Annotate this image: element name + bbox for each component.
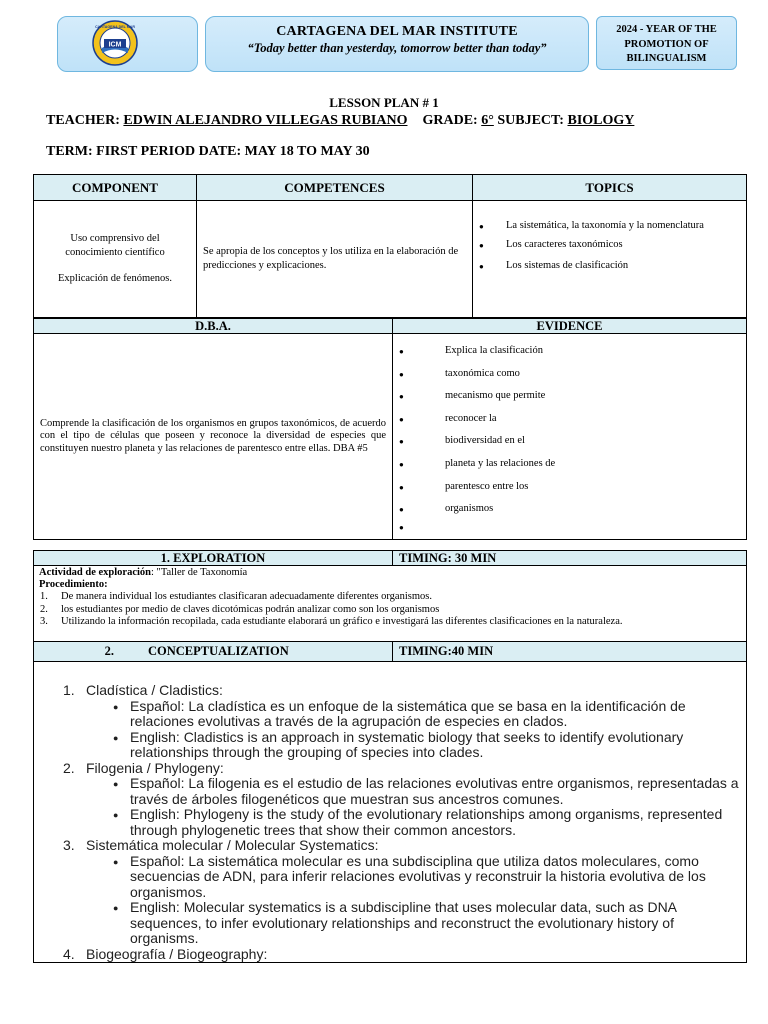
procedure-step: 3. Utilizando la información recopilada, cada estudiante elaborará un gráfico e investigará las diferentes clasificaciones en la naturaleza. xyxy=(40,615,623,627)
step-text: Utilizando la información recopilada, cada estudiante elaborará un gráfico e investigará las diferentes clasificaciones en la naturaleza. xyxy=(61,615,623,627)
exploration-table xyxy=(33,550,747,963)
evidence-item: ● Explica la clasificación xyxy=(393,340,746,363)
evidence-item: ● planeta y las relaciones de xyxy=(393,453,746,476)
dba-table xyxy=(33,318,747,540)
competence-cell: Se apropia de los conceptos y los utiliza en la elaboración de predicciones y explicaciones. xyxy=(197,201,473,318)
topic-item: ● Los sistemas de clasificación xyxy=(473,257,746,274)
year-line-3: BILINGUALISM xyxy=(626,53,707,64)
conceptualization-num: 2. xyxy=(104,644,114,658)
activity-line xyxy=(39,567,741,579)
concept-es: ● Español: La sistemática molecular es una subdisciplina que utiliza datos moleculares, como secuencias de ADN, para inferir relaciones evolutivas y reconstruir la historia evolutiva de los organismos. xyxy=(34,854,746,901)
year-box xyxy=(596,16,737,70)
evidence-item: ● biodiversidad en el xyxy=(393,430,746,453)
exploration-timing: TIMING: 30 MIN xyxy=(393,551,747,566)
procedure-label: Procedimiento: xyxy=(39,579,108,591)
concept-en: ● English: Cladistics is an approach in systematic biology that seeks to identify evolutionary relationships through the grouping of species into clades. xyxy=(34,730,746,761)
concept-item: 4. Biogeografía / Biogeography: xyxy=(63,945,268,962)
lesson-plan-title: LESSON PLAN # 1 xyxy=(329,95,439,110)
topic-item: ● La sistemática, la taxonomía y la nomenclatura xyxy=(473,217,746,234)
concept-heading: Sistemática molecular / Molecular Systematics: xyxy=(86,837,379,853)
evidence-cell xyxy=(393,334,747,540)
evidence-item: ● parentesco entre los xyxy=(393,476,746,499)
logo-ring-text: CARTAGENA DEL MAR xyxy=(95,25,135,29)
logo-text: ICM xyxy=(108,41,122,49)
header-dba: D.B.A. xyxy=(34,319,393,334)
procedure-step: 1. De manera individual los estudiantes clasificaran adecuadamente diferentes organismos. xyxy=(40,591,432,603)
activity-label: Actividad de exploración xyxy=(39,567,151,578)
evidence-item: ● reconocer la xyxy=(393,408,746,431)
grade-label: GRADE: xyxy=(422,113,478,128)
conceptualization-body xyxy=(34,662,747,963)
concept-heading: Biogeografía / Biogeography: xyxy=(86,945,268,962)
header-topics: TOPICS xyxy=(473,175,747,201)
concept-es: ● Español: La filogenia es el estudio de las relaciones evolutivas entre organismos, representadas a través de árboles filogenéticos que muestran sus ancestros comunes. xyxy=(34,776,746,807)
concept-heading: Filogenia / Phylogeny: xyxy=(86,759,224,776)
evidence-item: ● organismos xyxy=(393,498,746,521)
component-table xyxy=(33,174,747,318)
year-line-1: 2024 - YEAR OF THE xyxy=(616,24,717,35)
concept-list xyxy=(34,683,746,962)
topics-cell xyxy=(473,201,747,318)
component-line-3: Explicación de fenómenos. xyxy=(57,273,172,284)
evidence-item: ● mecanismo que permite xyxy=(393,385,746,408)
school-logo-icon xyxy=(92,20,138,66)
conceptualization-label: CONCEPTUALIZATION xyxy=(148,644,289,658)
component-line-2: conocimiento científico xyxy=(65,247,165,258)
step-text: De manera individual los estudiantes clasificaran adecuadamente diferentes organismos. xyxy=(61,591,432,603)
concept-item: 1. Cladística / Cladistics: xyxy=(63,682,223,698)
component-line-1: Uso comprensivo del xyxy=(70,233,160,244)
topic-item: ● Los caracteres taxonómicos xyxy=(473,236,746,253)
term-line: TERM: FIRST PERIOD DATE: MAY 18 TO MAY 30 xyxy=(46,144,370,159)
teacher-name: EDWIN ALEJANDRO VILLEGAS RUBIANO xyxy=(123,113,408,128)
concept-en: ● English: Phylogeny is the study of the evolutionary relationships among organisms, represented through phylogenetic trees that show their common ancestors. xyxy=(34,807,746,838)
grade-value: 6° xyxy=(481,113,494,128)
concept-heading: Cladística / Cladistics: xyxy=(86,682,223,698)
concept-item: 2. Filogenia / Phylogeny: xyxy=(63,759,224,776)
conceptualization-timing: TIMING:40 MIN xyxy=(393,642,747,662)
subject-value: BIOLOGY xyxy=(567,113,635,128)
evidence-empty-bullet: ● xyxy=(399,522,404,532)
evidence-item: ● taxonómica como xyxy=(393,363,746,386)
dba-cell: Comprende la clasificación de los organismos en grupos taxonómicos, de acuerdo con el tipo de células que poseen y reconoce la diversidad de especies que constituyen nuestro planeta y las relaciones de parentesco entre ellas. DBA #5 xyxy=(34,334,393,540)
component-cell xyxy=(34,201,197,318)
teacher-label: TEACHER: xyxy=(46,113,120,128)
exploration-title: 1. EXPLORATION xyxy=(34,551,393,566)
header-competences: COMPETENCES xyxy=(197,175,473,201)
activity-text: : "Taller de Taxonomía xyxy=(151,567,248,578)
institute-header xyxy=(205,16,589,72)
procedure-step: 2. los estudiantes por medio de claves dicotómicas podrán analizar como son los organismos xyxy=(40,603,440,615)
conceptualization-title xyxy=(34,642,393,662)
exploration-body xyxy=(34,566,747,642)
header-component: COMPONENT xyxy=(34,175,197,201)
concept-es: ● Español: La cladística es un enfoque de la sistemática que se basa en la identificación de relaciones evolutivas a través de la agrupación de especies en clados. xyxy=(34,699,746,730)
subject-label: SUBJECT: xyxy=(497,113,564,128)
teacher-line xyxy=(46,113,634,129)
concept-en: ● English: Molecular systematics is a subdiscipline that uses molecular data, such as DNA sequences, to infer evolutionary relationships and reconstruct the evolutionary history of organisms. xyxy=(34,900,746,947)
header-evidence: EVIDENCE xyxy=(393,319,747,334)
step-text: los estudiantes por medio de claves dicotómicas podrán analizar como son los organismos xyxy=(61,603,440,615)
institute-motto: “Today better than yesterday, tomorrow better than today” xyxy=(247,41,547,55)
year-line-2: PROMOTION OF xyxy=(624,38,709,50)
concept-item: 3. Sistemática molecular / Molecular Systematics: xyxy=(63,837,379,853)
institute-name: CARTAGENA DEL MAR INSTITUTE xyxy=(276,24,518,39)
